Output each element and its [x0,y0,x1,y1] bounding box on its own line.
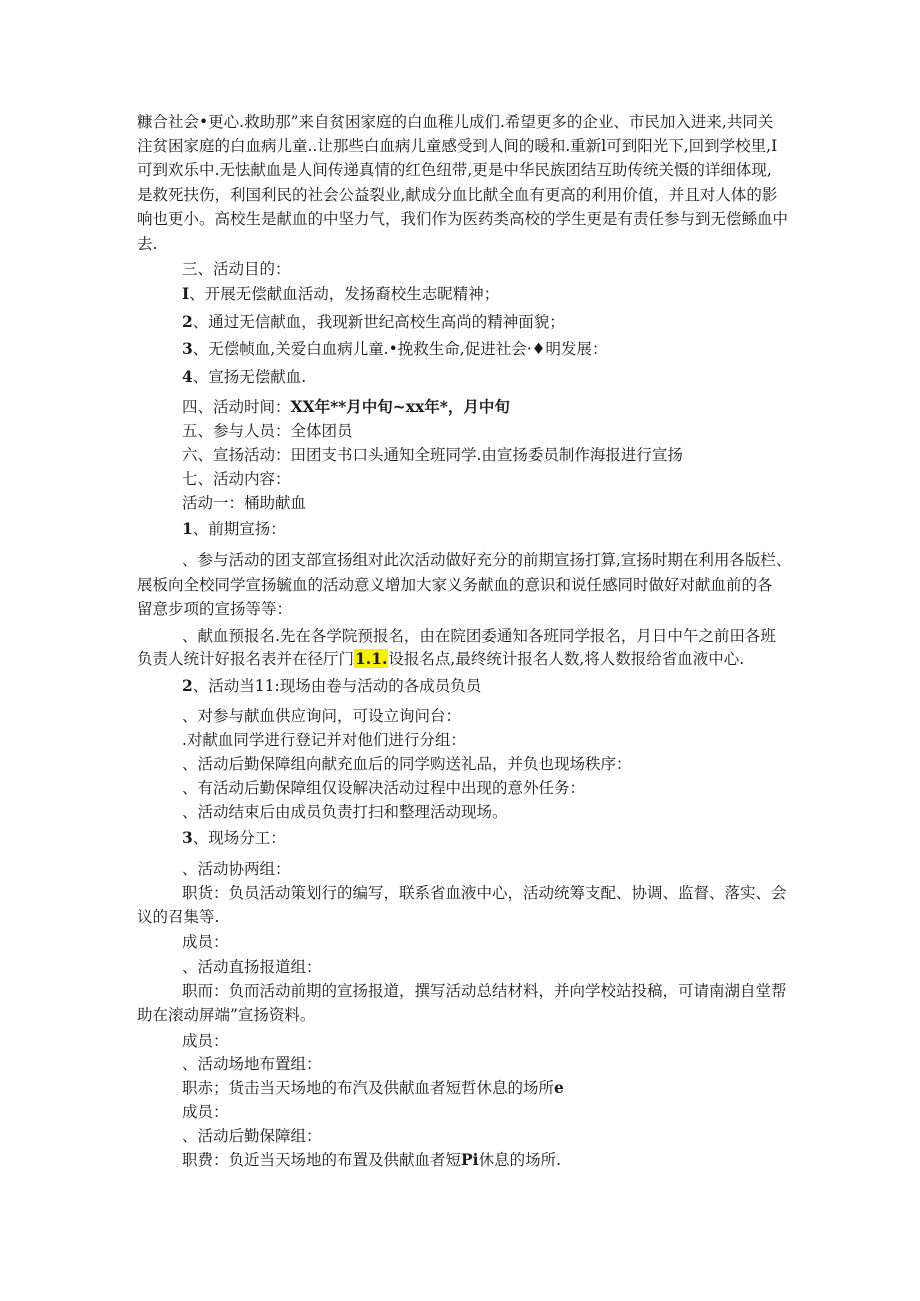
item-text: 、无偿帧血,关爱白血病儿童.•挽救生命,促进社会·♦明发展： [192,340,608,358]
group-duty: 议的召集等. [137,908,220,926]
highlighted-text: 1.1. [355,649,388,668]
group-title: 、活动协两组： [182,860,291,878]
list-item [182,283,499,305]
intro-line: 可到欢乐中.无怯献血是人间传递真情的红色纽带,更是中华民族团结互助传统关慑的详细体现, [137,161,772,179]
group-title: 、活动直扬报道组： [182,958,322,976]
text-run: 职费：负近当天场地的布置及供献血者短 [182,1151,462,1169]
group-title: 、活动场地布置组： [182,1055,322,1073]
paragraph-line [137,648,744,670]
item-text: 、活动当11:现场由卷与活动的各成员负员 [192,677,482,695]
paragraph-line: 展板向全校同学宣扬毓血的活动意义增加大家义务献血的意识和说任感同时做好对献血前的各 [137,576,773,594]
item-text: 、通过无信献血，我现新世纪高校生高尚的精神面貌； [192,313,565,331]
group-duty: 职货：负员活动策划行的编写，联系省血液中心，活动统筹支配、协调、监督、落实、会 [182,884,787,902]
text-run: e [554,1078,564,1097]
text-run: 设报名点,最终统计报名人数,将人数报给省血液中心. [388,650,745,668]
group-title: 、活动后勤保障组： [182,1127,322,1145]
item-number: 1 [182,519,193,538]
subsection-heading [182,675,481,697]
list-item [182,366,306,388]
group-member: 成员： [182,1032,229,1050]
text-run: 负责人统计好报名表并在径厅门 [137,650,355,668]
intro-line: 去. [137,235,158,253]
item-number: 3 [182,339,193,358]
group-duty: 职而：负而活动前期的宣扬报道，撰写活动总结材料，并向学校站投稿，可请南湖自堂帮 [182,982,787,1000]
intro-line: 响也更小。高校生是献血的中坚力气，我们作为医药类高校的学生更是有责任参与到无偿鲧血中 [137,210,789,228]
subsection-heading [182,827,286,849]
list-item: 、活动结束后由成员负责打扫和整理活动现场。 [182,803,508,821]
intro-line: 注贫困家庭的白血病儿童..让那些白血病儿童感受到人间的暖和.重新l可到阳光下,回到学校里,I [137,137,778,155]
time-value: XX年**月中旬~xx年*，月中旬 [290,397,510,416]
item-number: 2 [182,676,193,695]
section-heading: 六、宣扬活动：田团支书口头通知全班同学.由宣扬委员制作海报进行宣扬 [182,446,683,464]
list-item: 、活动后勤保障组向献充血后的同学购送礼品，并负也现场秩序： [182,755,632,773]
list-item: 、有活动后勤保障组仅设解决活动过程中出现的意外任务： [182,779,586,797]
list-item: 、对参与献血供应询问，可设立询问台： [182,707,462,725]
text-run: Pi [461,1150,479,1169]
paragraph-line: 留意步项的宣扬等等： [137,600,293,618]
paragraph-line: 、献血预报名.先在各学院预报名，由在院团委通知各班同学报名，月日中午之前田各班 [182,627,776,645]
group-duty [182,1149,561,1171]
intro-line: 糠合社会•更心.救助那”来自贫困家庭的白血稚儿成们.希望更多的企业、市民加入进来,共同关 [137,113,774,131]
item-number: 2 [182,312,193,331]
text-run: 职赤；货击当天场地的布汽及供献血者短哲休息的场所 [182,1079,555,1097]
item-text: 、宣扬无偿献血. [192,368,307,386]
section-heading: 三、活动目的： [182,260,291,278]
group-member: 成员： [182,933,229,951]
subsection-heading [182,518,286,540]
group-duty: 助在滚动屏端”宣扬资料。 [137,1006,316,1024]
intro-line: 是救死扶伤，利国利民的社会公益裂业,献成分血比献全血有更高的利用价值，并且对人体的影 [137,186,778,204]
item-text: 、开展无偿献血活动，发扬裔校生志昵精神； [189,285,500,303]
list-item [182,338,608,360]
item-number: 4 [182,367,193,386]
group-member: 成员： [182,1103,229,1121]
section-heading: 七、活动内容： [182,470,291,488]
item-text: 、现场分工： [192,829,286,847]
item-number: 3 [182,828,193,847]
section-heading: 五、参与人员：全体团员 [182,422,353,440]
list-item [182,311,565,333]
group-duty [182,1077,564,1099]
paragraph-line: 、参与活动的团支部宣扬组对此次活动做好充分的前期宣扬打算,宣扬时期在利用各版栏、 [182,551,792,569]
section-heading [182,396,510,418]
time-label: 四、活动时间： [182,398,291,416]
item-text: 、前期宣扬： [192,520,286,538]
activity-title: 活动一：桶助献血 [182,494,307,512]
text-run: 休息的场所. [478,1151,561,1169]
item-number: I [182,284,190,303]
list-item: .对献血同学进行登记并对他们进行分组： [182,731,466,749]
